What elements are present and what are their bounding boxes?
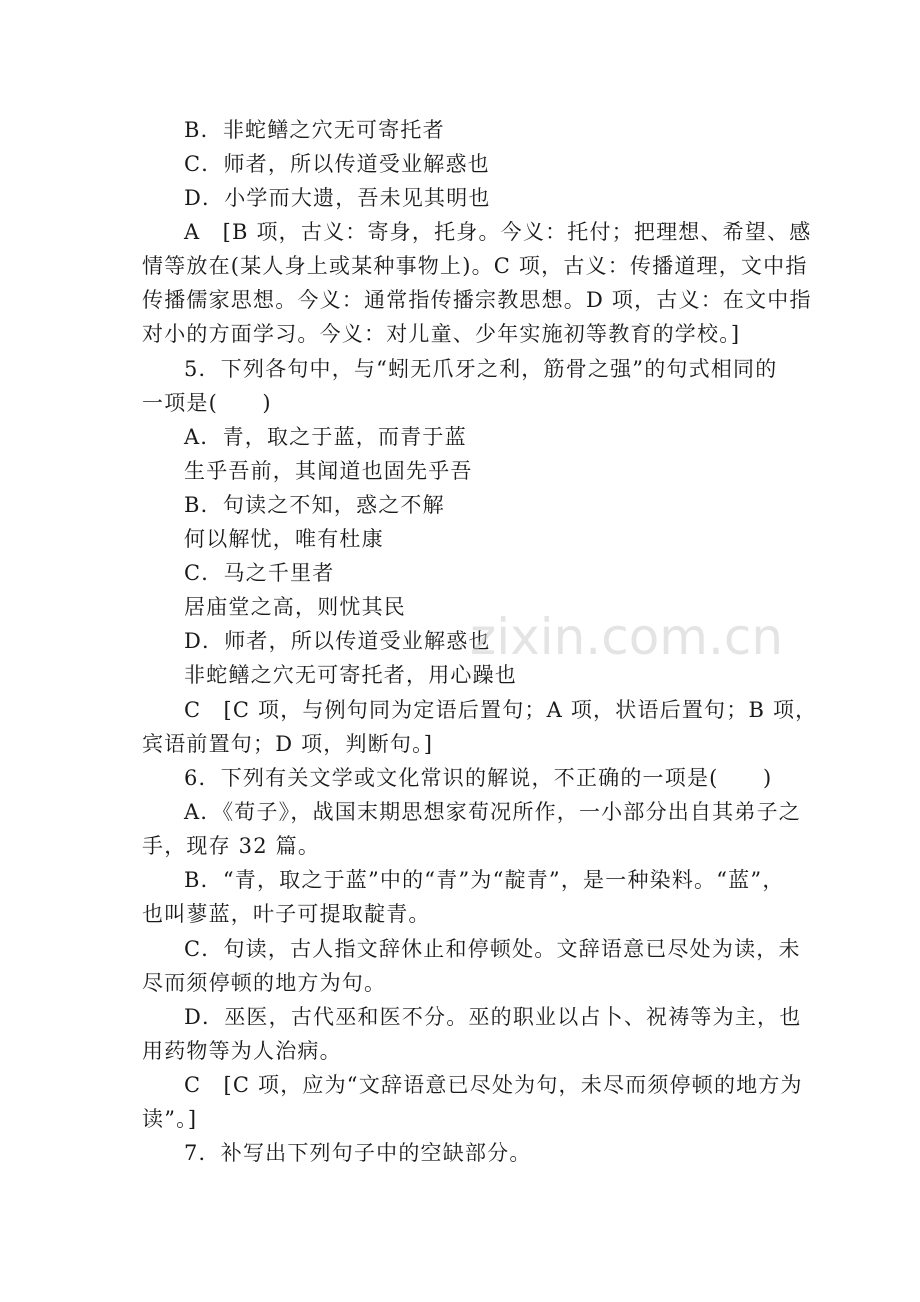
text-line: A [B 项，古义：寄身，托身。今义：托付；把理想、希望、感	[184, 220, 812, 244]
text-line: B．非蛇鳝之穴无可寄托者	[184, 118, 445, 142]
text-line: D．师者，所以传道受业解惑也	[184, 629, 491, 653]
text-line: C [C 项，与例句同为定语后置句；A 项，状语后置句；B 项，	[184, 698, 818, 722]
text-line: 生乎吾前，其闻道也固先乎吾	[184, 459, 473, 483]
text-line: 情等放在(某人身上或某种事物上)。C 项，古义：传播道理，文中指	[142, 254, 808, 278]
text-line: 也叫蓼蓝，叶子可提取靛青。	[142, 902, 431, 926]
text-line: 对小的方面学习。今义：对儿童、少年实施初等教育的学校。]	[142, 322, 741, 346]
text-line: 尽而须停顿的地方为句。	[142, 971, 387, 995]
text-line: 6．下列有关文学或文化常识的解说，不正确的一项是( )	[184, 766, 773, 790]
text-line: 传播儒家思想。今义：通常指传播宗教思想。D 项，古义：在文中指	[142, 288, 812, 312]
text-line: 读”。]	[142, 1107, 198, 1131]
text-line: B．“青，取之于蓝”中的“青”为“靛青”，是一种染料。“蓝”，	[184, 868, 785, 892]
text-line: D．小学而大遗，吾未见其明也	[184, 186, 491, 210]
text-line: A．《荀子》，战国末期思想家荀况所作，一小部分出自其弟子之	[184, 800, 801, 824]
text-line: C．句读，古人指文辞休止和停顿处。文辞语意已尽处为读，未	[184, 937, 801, 961]
text-line: 7．补写出下列句子中的空缺部分。	[184, 1141, 532, 1165]
text-line: D．巫医，古代巫和医不分。巫的职业以占卜、祝祷等为主，也	[184, 1005, 802, 1029]
text-line: A．青，取之于蓝，而青于蓝	[184, 425, 467, 449]
text-line: 何以解忧，唯有杜康	[184, 527, 384, 551]
text-line: C．师者，所以传道受业解惑也	[184, 152, 490, 176]
text-line: 手，现存 32 篇。	[142, 834, 321, 858]
text-line: 宾语前置句；D 项，判断句。]	[142, 732, 434, 756]
text-line: 一项是( )	[142, 391, 272, 415]
text-line: 居庙堂之高，则忧其民	[184, 595, 406, 619]
text-line: 用药物等为人治病。	[142, 1039, 342, 1063]
text-line: C．马之千里者	[184, 561, 335, 585]
text-line: 5．下列各句中，与“蚓无爪牙之利，筋骨之强”的句式相同的	[184, 357, 778, 381]
watermark: zixin.com.cn	[470, 608, 784, 666]
text-line: C [C 项，应为“文辞语意已尽处为句，未尽而须停顿的地方为	[184, 1073, 803, 1097]
text-line: 非蛇鳝之穴无可寄托者，用心躁也	[184, 663, 517, 687]
text-line: B．句读之不知，惑之不解	[184, 493, 445, 517]
